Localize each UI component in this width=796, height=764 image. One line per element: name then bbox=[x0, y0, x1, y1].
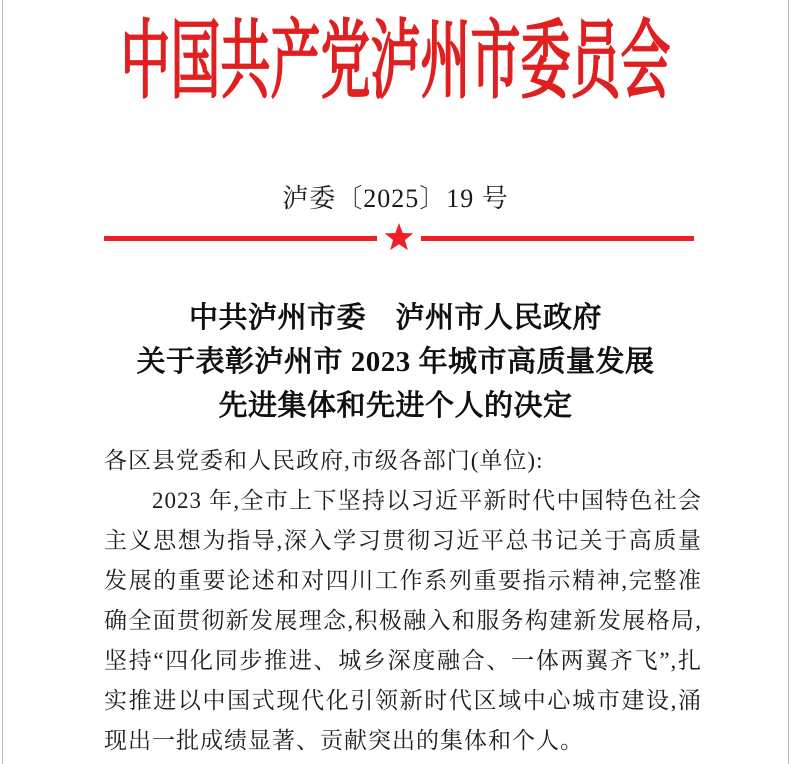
document-title-line-1: 中共泸州市委 泸州市人民政府 bbox=[188, 302, 602, 334]
document-page bbox=[2, 0, 789, 764]
header-divider bbox=[104, 223, 694, 253]
document-body bbox=[3, 441, 788, 761]
document-title-line-2: 关于表彰泸州市 2023 年城市高质量发展 bbox=[136, 346, 655, 378]
divider-rule-left bbox=[104, 236, 377, 241]
red-star-icon bbox=[384, 223, 414, 253]
salutation: 各区县党委和人民政府,市级各部门(单位): bbox=[104, 448, 544, 473]
body-paragraph: 2023 年,全市上下坚持以习近平新时代中国特色社会主义思想为指导,深入学习贯彻习近平总书记关于高质量发展的重要论述和对四川工作系列重要指示精神,完整准确全面贯彻新发展理念,积极融入和服务构建新发展格局,坚持“四化同步推进、城乡深度融合、一体两翼齐飞”,扎实推进以中国式现代化引领新时代区域中心城市建设,涌现出一批成绩显著、贡献突出的集体和个人。 bbox=[104, 488, 702, 753]
doc-number: 泸委〔2025〕19 号 bbox=[282, 184, 509, 213]
document-title-line-3: 先进集体和先进个人的决定 bbox=[218, 390, 573, 422]
org-title: 中国共产党泸州市委员会 bbox=[120, 12, 671, 110]
divider-rule-right bbox=[421, 236, 694, 241]
document-title bbox=[3, 296, 788, 428]
letterhead bbox=[3, 0, 788, 122]
